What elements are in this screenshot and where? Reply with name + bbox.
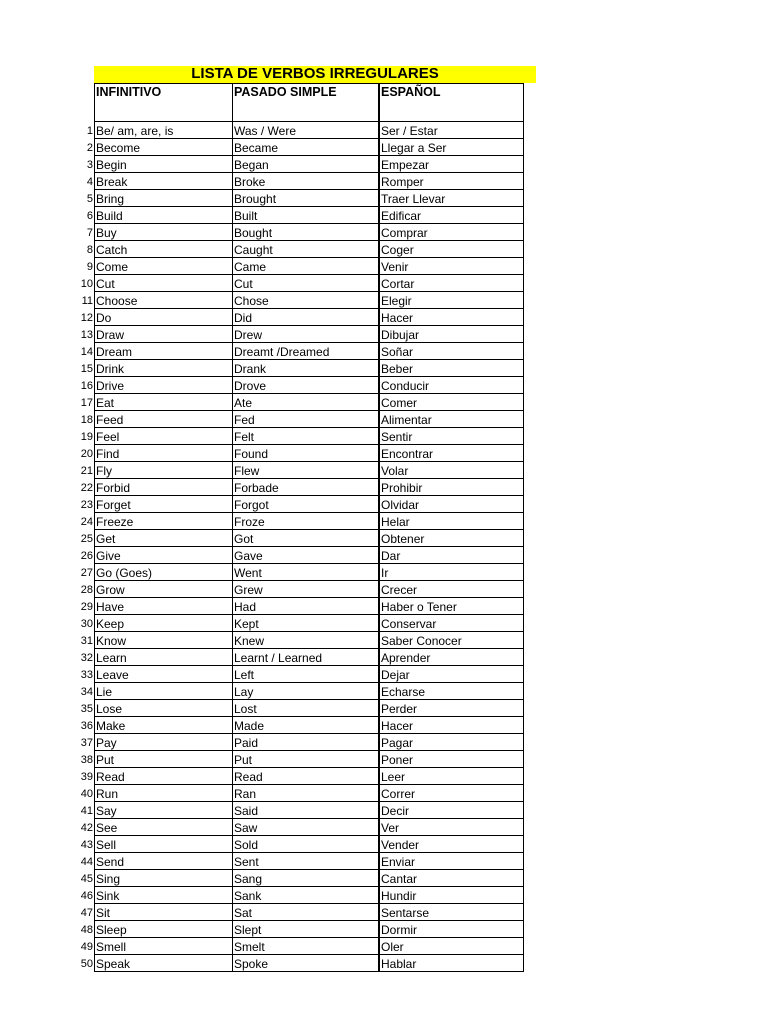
cell-spanish: Conservar xyxy=(380,615,524,632)
cell-past-simple: Sank xyxy=(233,887,379,904)
row-number: 44 xyxy=(80,855,93,868)
cell-infinitive: Keep xyxy=(95,615,233,632)
row-number: 38 xyxy=(80,753,93,766)
cell-past-simple: Knew xyxy=(233,632,379,649)
cell-spanish: Echarse xyxy=(380,683,524,700)
cell-past-simple: Brought xyxy=(233,190,379,207)
cell-spanish: Ser / Estar xyxy=(380,122,524,139)
cell-past-simple: Lost xyxy=(233,700,379,717)
cell-spanish: Hacer xyxy=(380,309,524,326)
row-number: 29 xyxy=(80,600,93,613)
cell-spanish: Enviar xyxy=(380,853,524,870)
table-row xyxy=(95,598,524,615)
cell-spanish: Decir xyxy=(380,802,524,819)
cell-past-simple: Froze xyxy=(233,513,379,530)
cell-past-simple: Flew xyxy=(233,462,379,479)
table-row xyxy=(95,513,524,530)
cell-past-simple: Bought xyxy=(233,224,379,241)
table-row xyxy=(95,394,524,411)
table-row xyxy=(95,241,524,258)
cell-infinitive: Begin xyxy=(95,156,233,173)
cell-spanish: Crecer xyxy=(380,581,524,598)
cell-spanish: Poner xyxy=(380,751,524,768)
row-number: 13 xyxy=(80,328,93,341)
cell-past-simple: Ate xyxy=(233,394,379,411)
table-row xyxy=(95,207,524,224)
cell-spanish: Olvidar xyxy=(380,496,524,513)
row-number: 41 xyxy=(80,804,93,817)
table-row xyxy=(95,853,524,870)
cell-past-simple: Felt xyxy=(233,428,379,445)
cell-infinitive: Sit xyxy=(95,904,233,921)
row-number: 40 xyxy=(80,787,93,800)
cell-infinitive: Catch xyxy=(95,241,233,258)
cell-spanish: Pagar xyxy=(380,734,524,751)
table-row xyxy=(95,649,524,666)
table-row xyxy=(95,819,524,836)
cell-infinitive: Go (Goes) xyxy=(95,564,233,581)
cell-past-simple: Drank xyxy=(233,360,379,377)
row-number: 30 xyxy=(80,617,93,630)
table-row xyxy=(95,734,524,751)
cell-infinitive: Lose xyxy=(95,700,233,717)
page-title: LISTA DE VERBOS IRREGULARES xyxy=(191,65,439,82)
cell-spanish: Empezar xyxy=(380,156,524,173)
cell-infinitive: Send xyxy=(95,853,233,870)
cell-infinitive: Become xyxy=(95,139,233,156)
row-number: 21 xyxy=(80,464,93,477)
cell-past-simple: Had xyxy=(233,598,379,615)
cell-spanish: Romper xyxy=(380,173,524,190)
table-row xyxy=(95,275,524,292)
row-number: 34 xyxy=(80,685,93,698)
row-number: 11 xyxy=(81,294,93,307)
cell-past-simple: Slept xyxy=(233,921,379,938)
cell-infinitive: Smell xyxy=(95,938,233,955)
cell-infinitive: Give xyxy=(95,547,233,564)
cell-infinitive: Drink xyxy=(95,360,233,377)
cell-infinitive: Sink xyxy=(95,887,233,904)
cell-spanish: Correr xyxy=(380,785,524,802)
cell-spanish: Saber Conocer xyxy=(380,632,524,649)
row-number: 12 xyxy=(80,311,93,324)
table-row xyxy=(95,428,524,445)
cell-infinitive: Draw xyxy=(95,326,233,343)
table-header-row xyxy=(95,84,524,122)
cell-infinitive: Sleep xyxy=(95,921,233,938)
table-row xyxy=(95,309,524,326)
cell-spanish: Aprender xyxy=(380,649,524,666)
table-row xyxy=(95,938,524,955)
table-row xyxy=(95,122,524,139)
cell-past-simple: Sold xyxy=(233,836,379,853)
cell-infinitive: Come xyxy=(95,258,233,275)
table-row xyxy=(95,156,524,173)
cell-past-simple: Sat xyxy=(233,904,379,921)
cell-infinitive: Forbid xyxy=(95,479,233,496)
cell-past-simple: Kept xyxy=(233,615,379,632)
cell-infinitive: Eat xyxy=(95,394,233,411)
row-number: 6 xyxy=(86,209,93,222)
cell-past-simple: Forbade xyxy=(233,479,379,496)
table-row xyxy=(95,802,524,819)
header-infinitive: INFINITIVO xyxy=(95,84,233,122)
row-number: 7 xyxy=(86,226,93,239)
cell-spanish: Sentarse xyxy=(380,904,524,921)
cell-past-simple: Made xyxy=(233,717,379,734)
table-row xyxy=(95,224,524,241)
row-number: 35 xyxy=(80,702,93,715)
table-row xyxy=(95,581,524,598)
cell-spanish: Obtener xyxy=(380,530,524,547)
header-spanish: ESPAÑOL xyxy=(380,84,524,122)
row-number: 22 xyxy=(80,481,93,494)
cell-spanish: Venir xyxy=(380,258,524,275)
cell-spanish: Hacer xyxy=(380,717,524,734)
row-number: 9 xyxy=(86,260,93,273)
table-row xyxy=(95,836,524,853)
row-number: 37 xyxy=(80,736,93,749)
row-number: 32 xyxy=(80,651,93,664)
cell-past-simple: Sang xyxy=(233,870,379,887)
cell-infinitive: Bring xyxy=(95,190,233,207)
table-row xyxy=(95,411,524,428)
row-number: 2 xyxy=(86,141,93,154)
cell-infinitive: Feel xyxy=(95,428,233,445)
cell-spanish: Edificar xyxy=(380,207,524,224)
cell-infinitive: Break xyxy=(95,173,233,190)
verbs-table xyxy=(94,83,524,972)
row-number: 17 xyxy=(80,396,93,409)
cell-past-simple: Found xyxy=(233,445,379,462)
cell-spanish: Oler xyxy=(380,938,524,955)
cell-spanish: Comprar xyxy=(380,224,524,241)
cell-past-simple: Read xyxy=(233,768,379,785)
table-row xyxy=(95,615,524,632)
cell-past-simple: Fed xyxy=(233,411,379,428)
row-number: 46 xyxy=(80,889,93,902)
table-row xyxy=(95,377,524,394)
cell-infinitive: Know xyxy=(95,632,233,649)
row-number: 16 xyxy=(80,379,93,392)
cell-infinitive: Pay xyxy=(95,734,233,751)
cell-infinitive: Leave xyxy=(95,666,233,683)
cell-spanish: Cantar xyxy=(380,870,524,887)
table-row xyxy=(95,547,524,564)
row-number: 39 xyxy=(80,770,93,783)
cell-spanish: Vender xyxy=(380,836,524,853)
cell-infinitive: Learn xyxy=(95,649,233,666)
cell-past-simple: Forgot xyxy=(233,496,379,513)
row-number: 20 xyxy=(80,447,93,460)
row-number: 14 xyxy=(80,345,93,358)
cell-past-simple: Said xyxy=(233,802,379,819)
cell-spanish: Comer xyxy=(380,394,524,411)
cell-past-simple: Spoke xyxy=(233,955,379,972)
table-row xyxy=(95,445,524,462)
table-row xyxy=(95,139,524,156)
table-row xyxy=(95,632,524,649)
cell-past-simple: Was / Were xyxy=(233,122,379,139)
table-row xyxy=(95,666,524,683)
table-row xyxy=(95,479,524,496)
cell-spanish: Encontrar xyxy=(380,445,524,462)
table-row xyxy=(95,292,524,309)
cell-spanish: Cortar xyxy=(380,275,524,292)
cell-past-simple: Learnt / Learned xyxy=(233,649,379,666)
table-row xyxy=(95,904,524,921)
cell-spanish: Sentir xyxy=(380,428,524,445)
cell-infinitive: Forget xyxy=(95,496,233,513)
cell-past-simple: Cut xyxy=(233,275,379,292)
table-row xyxy=(95,496,524,513)
cell-spanish: Llegar a Ser xyxy=(380,139,524,156)
row-number: 8 xyxy=(86,243,93,256)
row-number: 10 xyxy=(80,277,93,290)
cell-past-simple: Sent xyxy=(233,853,379,870)
row-number: 47 xyxy=(80,906,93,919)
cell-spanish: Ir xyxy=(380,564,524,581)
row-number: 1 xyxy=(86,124,93,137)
row-number: 18 xyxy=(80,413,93,426)
cell-spanish: Ver xyxy=(380,819,524,836)
cell-infinitive: Build xyxy=(95,207,233,224)
cell-past-simple: Did xyxy=(233,309,379,326)
table-row xyxy=(95,173,524,190)
table-row xyxy=(95,343,524,360)
cell-spanish: Helar xyxy=(380,513,524,530)
row-number: 33 xyxy=(80,668,93,681)
cell-past-simple: Grew xyxy=(233,581,379,598)
row-number: 43 xyxy=(80,838,93,851)
row-number: 15 xyxy=(80,362,93,375)
row-number: 23 xyxy=(80,498,93,511)
cell-infinitive: Find xyxy=(95,445,233,462)
row-number: 42 xyxy=(80,821,93,834)
cell-past-simple: Gave xyxy=(233,547,379,564)
cell-infinitive: Feed xyxy=(95,411,233,428)
table-row xyxy=(95,683,524,700)
row-number: 36 xyxy=(80,719,93,732)
cell-past-simple: Dreamt /Dreamed xyxy=(233,343,379,360)
table-row xyxy=(95,768,524,785)
table-row xyxy=(95,326,524,343)
row-number: 50 xyxy=(80,957,93,970)
table-row xyxy=(95,462,524,479)
table-row xyxy=(95,785,524,802)
cell-infinitive: Get xyxy=(95,530,233,547)
cell-spanish: Conducir xyxy=(380,377,524,394)
cell-past-simple: Caught xyxy=(233,241,379,258)
cell-infinitive: Make xyxy=(95,717,233,734)
cell-infinitive: Speak xyxy=(95,955,233,972)
cell-spanish: Perder xyxy=(380,700,524,717)
cell-past-simple: Drew xyxy=(233,326,379,343)
cell-infinitive: See xyxy=(95,819,233,836)
cell-past-simple: Came xyxy=(233,258,379,275)
cell-spanish: Hablar xyxy=(380,955,524,972)
cell-infinitive: Put xyxy=(95,751,233,768)
row-number: 27 xyxy=(80,566,93,579)
row-number: 31 xyxy=(80,634,93,647)
cell-spanish: Leer xyxy=(380,768,524,785)
row-number: 19 xyxy=(80,430,93,443)
cell-past-simple: Broke xyxy=(233,173,379,190)
cell-past-simple: Went xyxy=(233,564,379,581)
cell-infinitive: Freeze xyxy=(95,513,233,530)
row-number: 49 xyxy=(80,940,93,953)
cell-infinitive: Cut xyxy=(95,275,233,292)
cell-past-simple: Put xyxy=(233,751,379,768)
cell-past-simple: Paid xyxy=(233,734,379,751)
table-row xyxy=(95,530,524,547)
cell-infinitive: Dream xyxy=(95,343,233,360)
cell-past-simple: Ran xyxy=(233,785,379,802)
cell-spanish: Dejar xyxy=(380,666,524,683)
table-row xyxy=(95,751,524,768)
cell-infinitive: Have xyxy=(95,598,233,615)
cell-past-simple: Smelt xyxy=(233,938,379,955)
cell-spanish: Dibujar xyxy=(380,326,524,343)
cell-infinitive: Run xyxy=(95,785,233,802)
cell-spanish: Coger xyxy=(380,241,524,258)
cell-spanish: Hundir xyxy=(380,887,524,904)
cell-spanish: Soñar xyxy=(380,343,524,360)
cell-past-simple: Built xyxy=(233,207,379,224)
cell-infinitive: Say xyxy=(95,802,233,819)
cell-past-simple: Drove xyxy=(233,377,379,394)
table-row xyxy=(95,921,524,938)
cell-infinitive: Sell xyxy=(95,836,233,853)
row-number: 48 xyxy=(80,923,93,936)
cell-past-simple: Became xyxy=(233,139,379,156)
table-row xyxy=(95,258,524,275)
cell-spanish: Dar xyxy=(380,547,524,564)
cell-infinitive: Sing xyxy=(95,870,233,887)
row-number: 5 xyxy=(86,192,93,205)
header-past-simple: PASADO SIMPLE xyxy=(233,84,379,122)
row-number: 24 xyxy=(80,515,93,528)
row-number: 4 xyxy=(86,175,93,188)
cell-spanish: Traer Llevar xyxy=(380,190,524,207)
table-row xyxy=(95,955,524,972)
row-number: 28 xyxy=(80,583,93,596)
cell-past-simple: Got xyxy=(233,530,379,547)
cell-infinitive: Buy xyxy=(95,224,233,241)
row-number: 25 xyxy=(80,532,93,545)
cell-infinitive: Lie xyxy=(95,683,233,700)
table-row xyxy=(95,887,524,904)
cell-past-simple: Lay xyxy=(233,683,379,700)
cell-spanish: Haber o Tener xyxy=(380,598,524,615)
cell-infinitive: Fly xyxy=(95,462,233,479)
cell-infinitive: Do xyxy=(95,309,233,326)
cell-infinitive: Drive xyxy=(95,377,233,394)
cell-past-simple: Left xyxy=(233,666,379,683)
cell-infinitive: Read xyxy=(95,768,233,785)
cell-spanish: Elegir xyxy=(380,292,524,309)
table-row xyxy=(95,717,524,734)
cell-spanish: Beber xyxy=(380,360,524,377)
table-row xyxy=(95,190,524,207)
cell-spanish: Dormir xyxy=(380,921,524,938)
table-row xyxy=(95,700,524,717)
cell-spanish: Volar xyxy=(380,462,524,479)
table-row xyxy=(95,870,524,887)
cell-spanish: Alimentar xyxy=(380,411,524,428)
row-number: 3 xyxy=(86,158,93,171)
row-number: 26 xyxy=(80,549,93,562)
cell-infinitive: Be/ am, are, is xyxy=(95,122,233,139)
cell-spanish: Prohibir xyxy=(380,479,524,496)
table-row xyxy=(95,564,524,581)
cell-past-simple: Chose xyxy=(233,292,379,309)
row-number: 45 xyxy=(80,872,93,885)
cell-past-simple: Saw xyxy=(233,819,379,836)
cell-past-simple: Began xyxy=(233,156,379,173)
cell-infinitive: Grow xyxy=(95,581,233,598)
table-row xyxy=(95,360,524,377)
cell-infinitive: Choose xyxy=(95,292,233,309)
